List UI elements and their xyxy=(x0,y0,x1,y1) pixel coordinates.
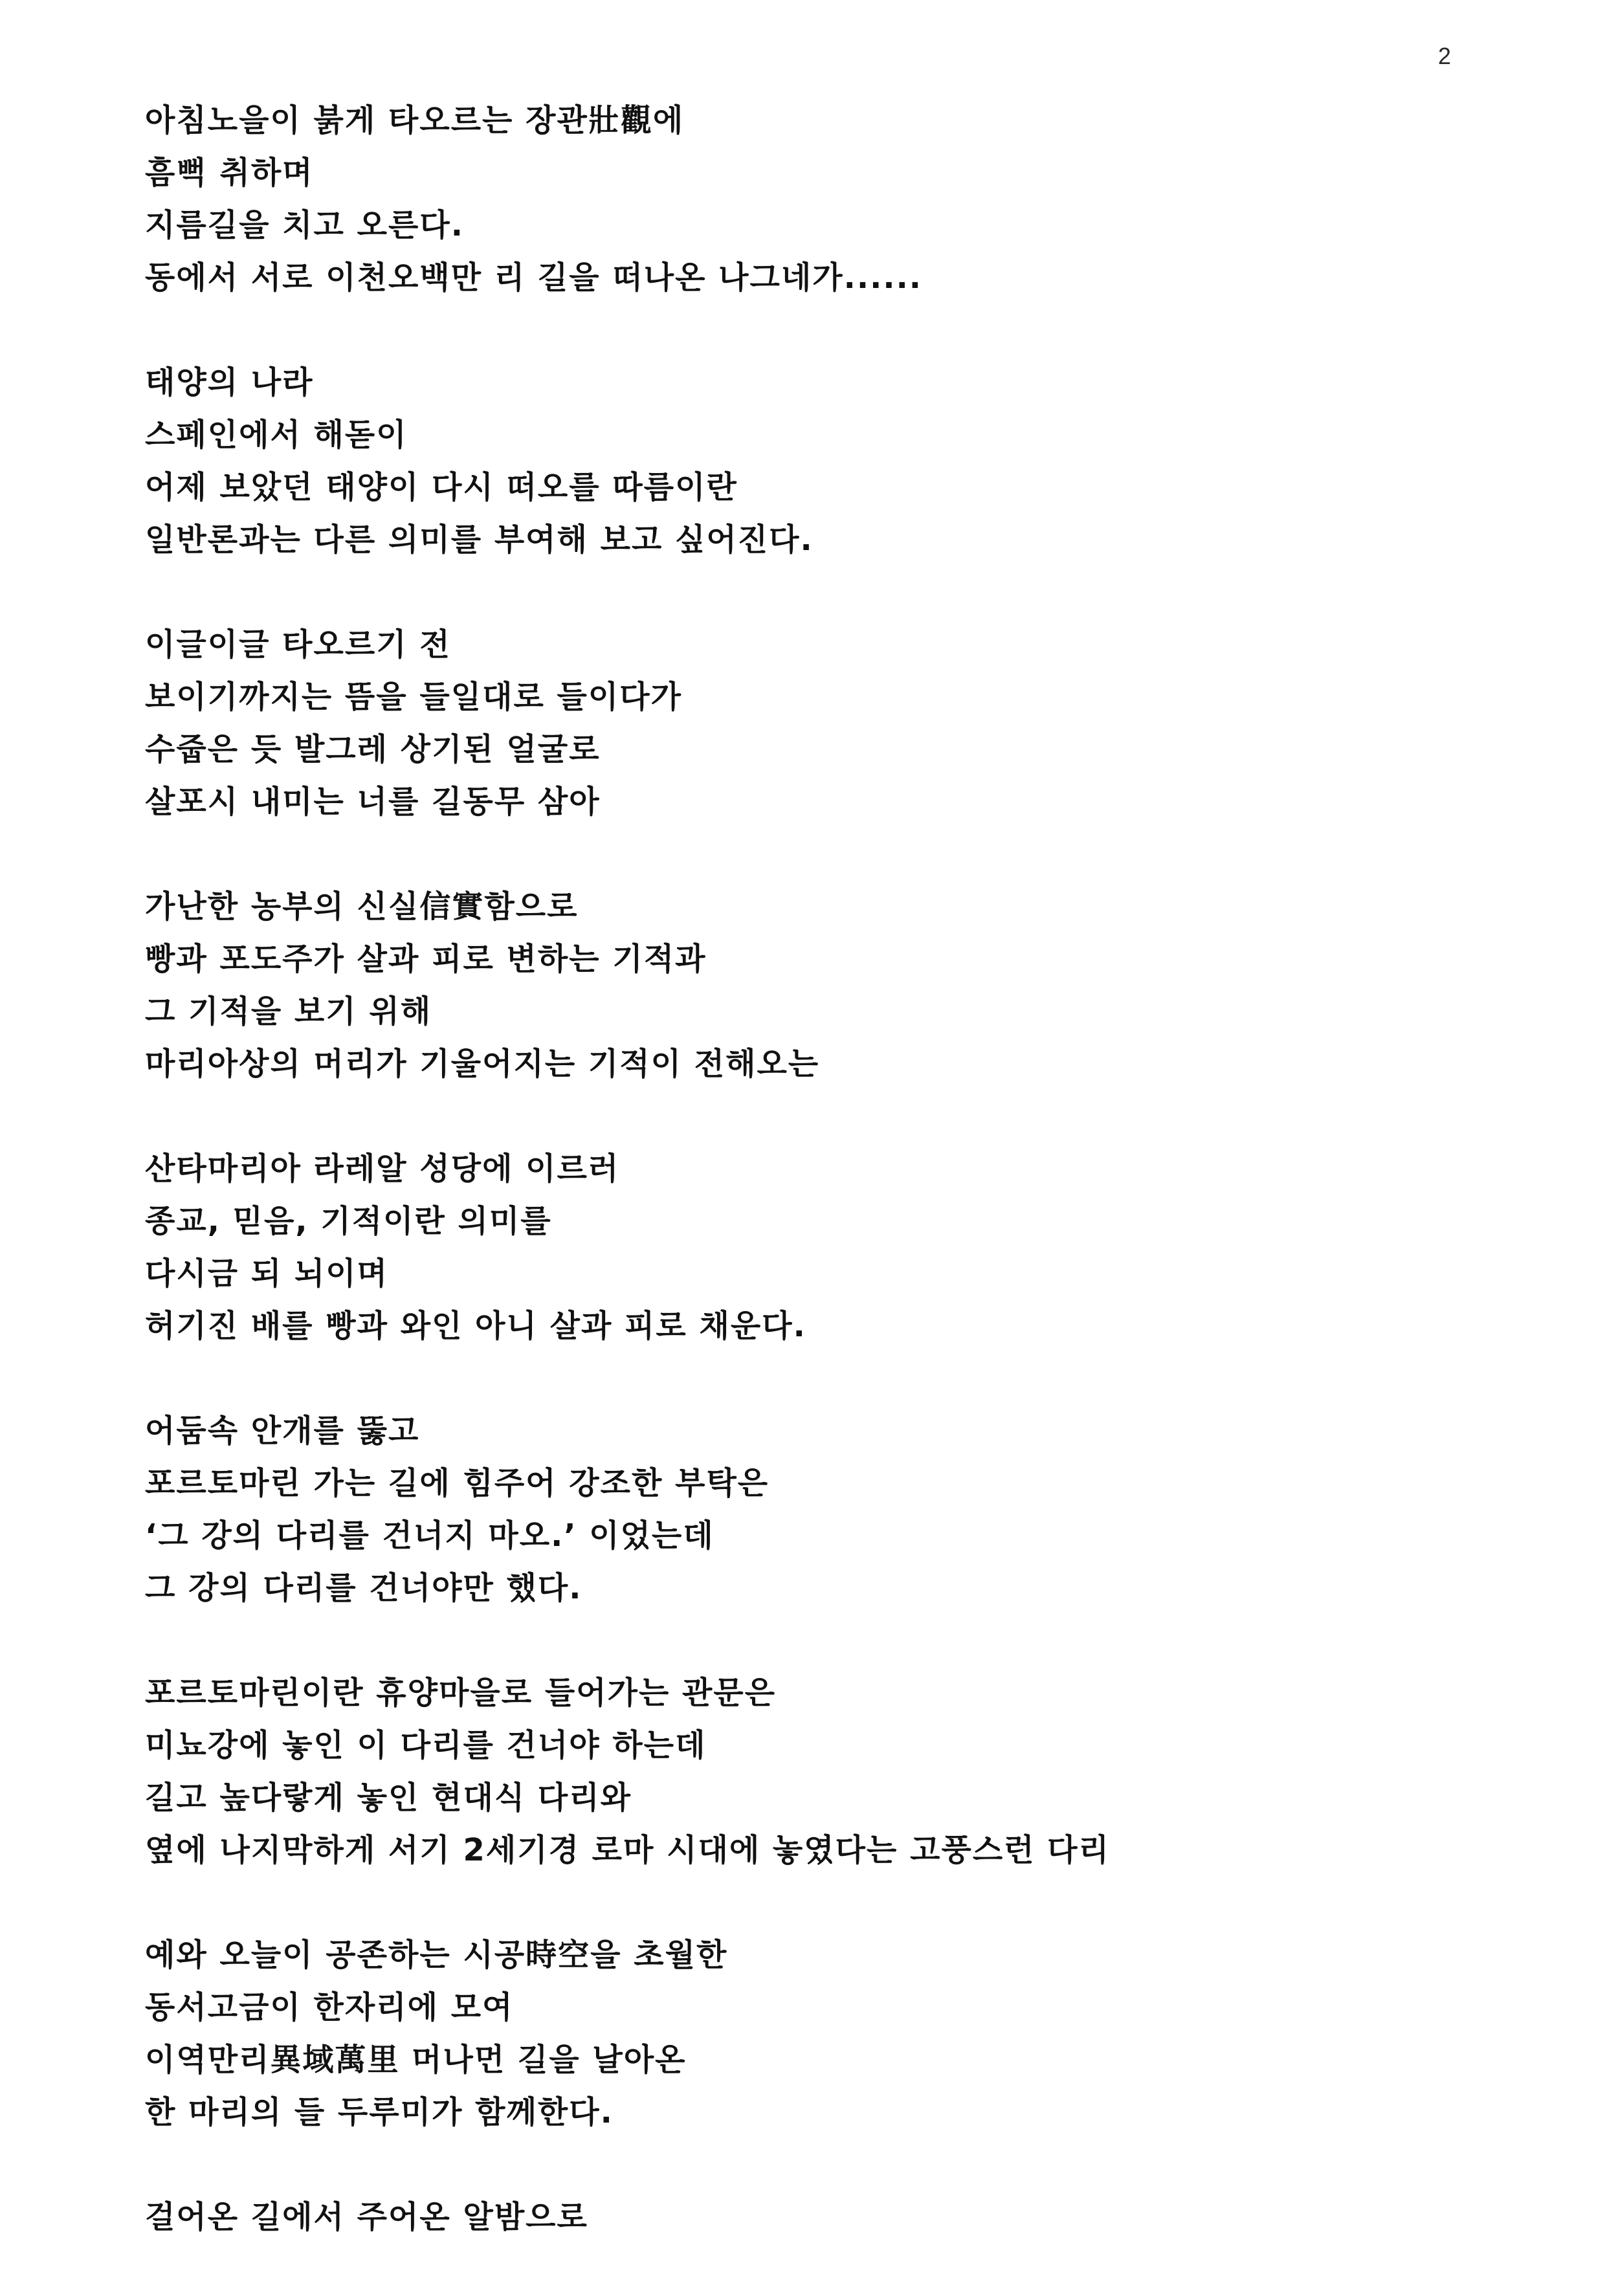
poem-line: 흠뻑 취하며 xyxy=(145,155,314,191)
stanza-1 xyxy=(145,94,1491,304)
poem-line: 그 기적을 보기 위해 xyxy=(145,993,432,1030)
poem-line: 일반론과는 다른 의미를 부여해 보고 싶어진다. xyxy=(145,522,814,558)
poem-line: 포르토마린 가는 길에 힘주어 강조한 부탁은 xyxy=(145,1465,769,1501)
poem-line: 종교, 믿음, 기적이란 의미를 xyxy=(145,1203,552,1239)
poem-line: 옆에 나지막하게 서기 2세기경 로마 시대에 놓였다는 고풍스런 다리 xyxy=(145,1832,1111,1868)
poem-line: 어둠속 안개를 뚫고 xyxy=(145,1413,420,1449)
poem-line: 포르토마린이란 휴양마을로 들어가는 관문은 xyxy=(145,1675,777,1711)
poem-line: 다시금 되 뇌이며 xyxy=(145,1255,388,1292)
stanza-3 xyxy=(145,619,1491,828)
poem-body xyxy=(145,94,1491,2296)
poem-line: 태양의 나라 xyxy=(145,364,314,401)
stanza-5 xyxy=(145,1143,1491,1352)
stanza-7 xyxy=(145,1667,1491,1877)
poem-line: 허기진 배를 빵과 와인 아니 살과 피로 채운다. xyxy=(145,1308,806,1344)
poem-line: 걸어온 길에서 주어온 알밤으로 xyxy=(145,2199,588,2235)
poem-line: ‘그 강의 다리를 건너지 마오.’ 이었는데 xyxy=(145,1518,714,1554)
poem-line: 어제 보았던 태양이 다시 떠오를 따름이란 xyxy=(145,469,738,505)
poem-line: 스페인에서 해돋이 xyxy=(145,417,408,453)
poem-line: 살포시 내미는 너를 길동무 삼아 xyxy=(145,784,601,820)
poem-line: 빵과 포도주가 살과 피로 변하는 기적과 xyxy=(145,941,707,977)
poem-line: 예와 오늘이 공존하는 시공時空을 초월한 xyxy=(145,1937,728,1973)
poem-line: 미뇨강에 놓인 이 다리를 건너야 하는데 xyxy=(145,1727,707,1763)
poem-line: 한 마리의 들 두루미가 함께한다. xyxy=(145,2094,614,2130)
page-number: 2 xyxy=(1438,43,1452,69)
poem-line: 동에서 서로 이천오백만 리 길을 떠나온 나그네가...... xyxy=(145,259,923,296)
stanza-9 xyxy=(145,2191,1491,2244)
poem-line: 이역만리異域萬里 머나먼 길을 날아온 xyxy=(145,2042,687,2078)
stanza-4 xyxy=(145,881,1491,1090)
poem-line: 보이기까지는 뜸을 들일대로 들이다가 xyxy=(145,679,683,715)
poem-line: 산타마리아 라레알 성당에 이르러 xyxy=(145,1151,620,1187)
poem-line: 지름길을 치고 오른다. xyxy=(145,207,464,243)
stanza-6 xyxy=(145,1405,1491,1615)
poem-line: 수줍은 듯 발그레 상기된 얼굴로 xyxy=(145,731,601,767)
poem-line: 아침노을이 붉게 타오르는 장관壯觀에 xyxy=(145,102,685,138)
stanza-8 xyxy=(145,1929,1491,2139)
stanza-2 xyxy=(145,357,1491,566)
poem-line: 가난한 농부의 신실信實함으로 xyxy=(145,889,579,925)
poem-line: 그 강의 다리를 건너야만 했다. xyxy=(145,1570,582,1606)
poem-line: 길고 높다랗게 놓인 현대식 다리와 xyxy=(145,1780,632,1816)
poem-line: 이글이글 타오르기 전 xyxy=(145,626,451,663)
poem-line: 동서고금이 한자리에 모여 xyxy=(145,1989,514,2026)
poem-line: 마리아상의 머리가 기울어지는 기적이 전해오는 xyxy=(145,1046,820,1082)
